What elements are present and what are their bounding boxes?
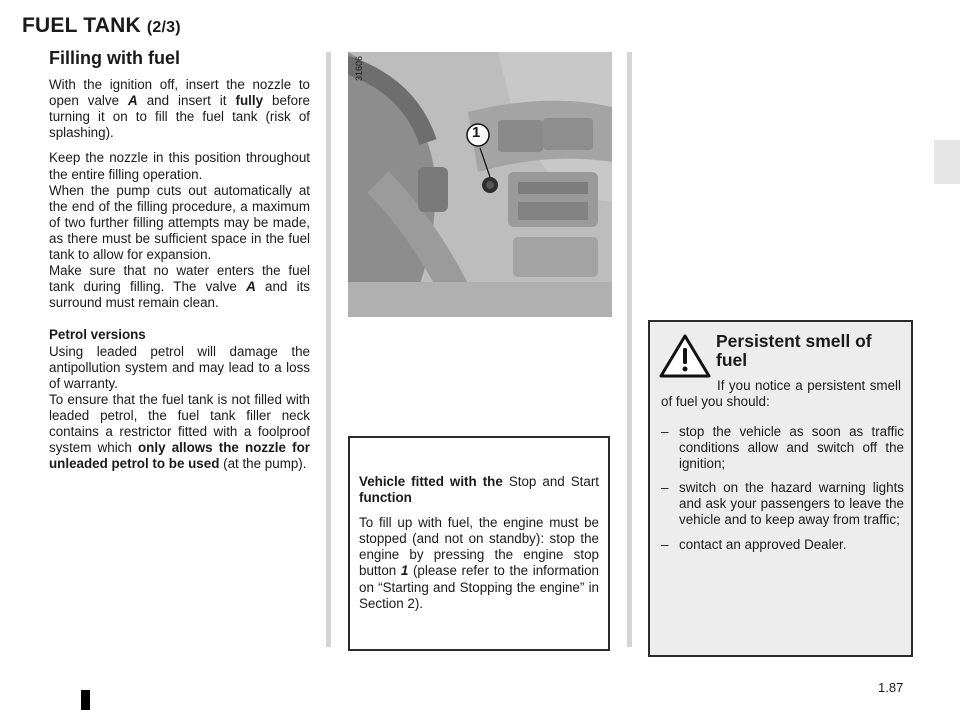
text: Make sure that no water enters the fuel tank during filling. The valve <box>49 263 310 295</box>
list-item: – contact an approved Dealer. <box>661 537 904 553</box>
valve-label: A <box>246 279 256 295</box>
list-item: – stop the vehicle as soon as traffic conditions allow and switch off the ignition; <box>661 424 904 472</box>
text: To ensure that the fuel tank is not filled with leaded petrol, the fuel tank filler neck contains a restrictor fitted with a foolproof system which <box>49 391 310 456</box>
section-heading: Filling with fuel <box>49 48 180 68</box>
corner-mark <box>81 690 90 710</box>
warning-list <box>661 424 904 561</box>
warning-title: Persistent smell of fuel <box>716 331 872 370</box>
stop-start-heading <box>359 474 599 506</box>
valve-label: A <box>128 93 138 109</box>
warning-triangle-icon <box>659 334 711 378</box>
text: and insert it <box>137 93 236 109</box>
text: Vehicle fitted with the <box>359 474 509 489</box>
warning-box <box>648 320 913 657</box>
text: before turning it on to fill the fuel tank (risk of splashing). <box>49 93 310 141</box>
text: Stop and Start <box>508 474 600 489</box>
text: With the ignition off, insert the nozzle to open valve <box>49 77 310 109</box>
text: (please refer to the information on “Starting and Stopping the engine” in Section 2). <box>359 563 600 611</box>
dashboard-photo <box>348 52 612 317</box>
paragraph-insert-nozzle <box>49 77 310 141</box>
paragraph-restrictor <box>49 392 310 472</box>
page-title <box>22 14 181 38</box>
callout-number: 1 <box>472 124 481 141</box>
list-item: – switch on the hazard warning lights and ask your passengers to leave the vehicle and to keep away from traffic; <box>661 480 904 528</box>
stop-start-info-box <box>348 436 610 651</box>
warning-intro: If you notice a persistent smell of fuel you should: <box>661 378 901 410</box>
stop-start-paragraph <box>359 515 599 612</box>
section-tab-marker <box>934 140 960 184</box>
subheading: Petrol versions <box>49 327 146 343</box>
text: (at the pump). <box>219 456 307 472</box>
paragraph-leaded-petrol: Using leaded petrol will damage the antipollution system and may lead to a loss of warranty. <box>49 343 310 391</box>
text: function <box>359 490 412 506</box>
image-reference-code: 31606 <box>354 56 364 82</box>
column-divider-right <box>627 52 632 647</box>
dashboard-illustration <box>348 52 612 317</box>
emphasis: fully <box>235 93 264 109</box>
emphasis: only allows the nozzle for unleaded petrol to be used <box>49 440 310 472</box>
left-column <box>49 50 310 481</box>
page-number: 1.87 <box>878 680 904 695</box>
paragraph-keep-nozzle: Keep the nozzle in this position throughout the entire filling operation. <box>49 150 310 182</box>
paragraph-pump-cuts-out: When the pump cuts out automatically at the end of the filling procedure, a maximum of two further filling attempts may be made, as there must be sufficient space in the fuel tank to allow for expansion. <box>49 182 310 263</box>
button-number: 1 <box>400 563 409 579</box>
petrol-heading <box>49 327 310 343</box>
text: and its surround must remain clean. <box>49 279 310 311</box>
text: To fill up with fuel, the engine must be stopped (and not on standby): stop the engine by pressing the engine stop button <box>359 515 599 579</box>
page-title-text: FUEL TANK <box>22 14 141 37</box>
page-title-part: (2/3) <box>146 19 181 36</box>
column-divider-left <box>326 52 331 647</box>
paragraph-water <box>49 263 310 311</box>
